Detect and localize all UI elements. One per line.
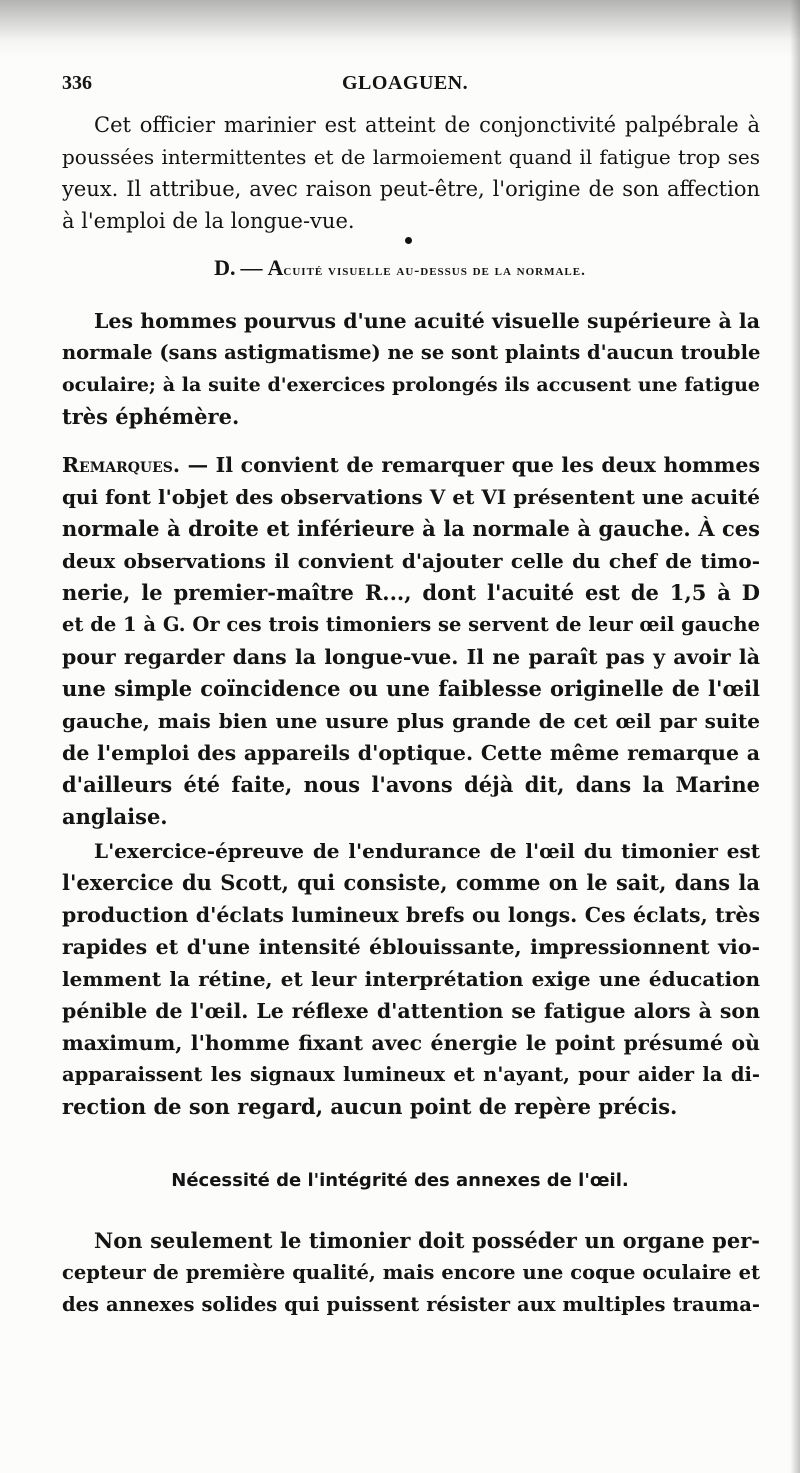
- text-line: d'ailleurs été faite, nous l'avons déjà dit, dans la Marine: [62, 772, 760, 797]
- scan-shadow-top: [0, 0, 800, 58]
- text-line: lemment la rétine, et leur interprétation exige une éducation: [62, 967, 760, 991]
- remarques-first-line: — Il convient de remarquer que les deux hommes: [187, 453, 760, 477]
- text-line: qui font l'objet des observations V et VI présentent une acuité: [62, 485, 760, 509]
- bullet-mark: [405, 237, 412, 244]
- text-line: Non seulement le timonier doit posséder un organe per-: [94, 1228, 760, 1253]
- text-line: à l'emploi de la longue-vue.: [62, 209, 355, 233]
- text-line: des annexes solides qui puissent résister aux multiples trauma-: [62, 1293, 760, 1316]
- text-line: poussées intermittentes et de larmoiement quand il fatigue trop ses: [62, 145, 760, 169]
- text-line: maximum, l'homme fixant avec énergie le point présumé où: [62, 1031, 760, 1055]
- text-line: rapides et d'une intensité éblouissante, impressionnent vio-: [62, 935, 760, 959]
- text-line: [62, 452, 760, 478]
- text-line: de l'emploi des appareils d'optique. Cette même remarque a: [62, 741, 760, 765]
- text-line: Les hommes pourvus d'une acuité visuelle supérieure à la: [94, 309, 760, 333]
- text-line: nerie, le premier-maître R..., dont l'acuité est de 1,5 à D: [62, 580, 760, 605]
- section-heading-necessite: Nécessité de l'intégrité des annexes de l'œil.: [171, 1170, 629, 1191]
- section-title-initial: A: [267, 255, 284, 280]
- section-dash: —: [240, 255, 263, 280]
- text-line: oculaire; à la suite d'exercices prolongés ils accusent une fatigue: [62, 374, 760, 396]
- text-line: pour regarder dans la longue-vue. Il ne paraît pas y avoir là: [62, 645, 760, 669]
- text-line: pénible de l'œil. Le réflexe d'attention se fatigue alors à son: [62, 999, 760, 1023]
- remarques-label: Remarques.: [62, 453, 181, 477]
- text-line: anglaise.: [62, 804, 168, 829]
- text-line: très éphémère.: [62, 404, 240, 429]
- section-title-rest: cuité visuelle au-dessus de la normale.: [283, 263, 586, 279]
- text-line: une simple coïncidence ou une faiblesse originelle de l'œil: [62, 676, 760, 701]
- running-title: GLOAGUEN.: [342, 72, 469, 94]
- text-line: cepteur de première qualité, mais encore une coque oculaire et: [62, 1261, 760, 1284]
- scan-shadow-right: [790, 0, 800, 1473]
- text-line: production d'éclats lumineux brefs ou longs. Ces éclats, très: [62, 903, 760, 927]
- section-letter: D.: [214, 255, 236, 280]
- running-head: [62, 72, 762, 100]
- text-line: Cet officier marinier est atteint de conjonctivité palpébrale à: [94, 113, 760, 137]
- text-line: normale à droite et inférieure à la normale à gauche. À ces: [62, 516, 760, 541]
- text-line: deux observations il convient d'ajouter celle du chef de timo-: [62, 549, 760, 573]
- text-line: L'exercice-épreuve de l'endurance de l'œil du timonier est: [94, 839, 760, 863]
- text-line: rection de son regard, aucun point de repère précis.: [62, 1094, 678, 1119]
- page-number: 336: [62, 72, 92, 94]
- section-heading-d: [0, 255, 800, 285]
- text-line: apparaissent les signaux lumineux et n'ayant, pour aider la di-: [62, 1063, 760, 1086]
- text-line: yeux. Il attribue, avec raison peut-être, l'origine de son affection: [62, 177, 760, 201]
- text-line: l'exercice du Scott, qui consiste, comme on le sait, dans la: [62, 870, 760, 895]
- text-line: et de 1 à G. Or ces trois timoniers se servent de leur œil gauche: [62, 613, 760, 636]
- text-line: normale (sans astigmatisme) ne se sont plaints d'aucun trouble: [62, 341, 761, 364]
- text-line: gauche, mais bien une usure plus grande de cet œil par suite: [62, 709, 760, 733]
